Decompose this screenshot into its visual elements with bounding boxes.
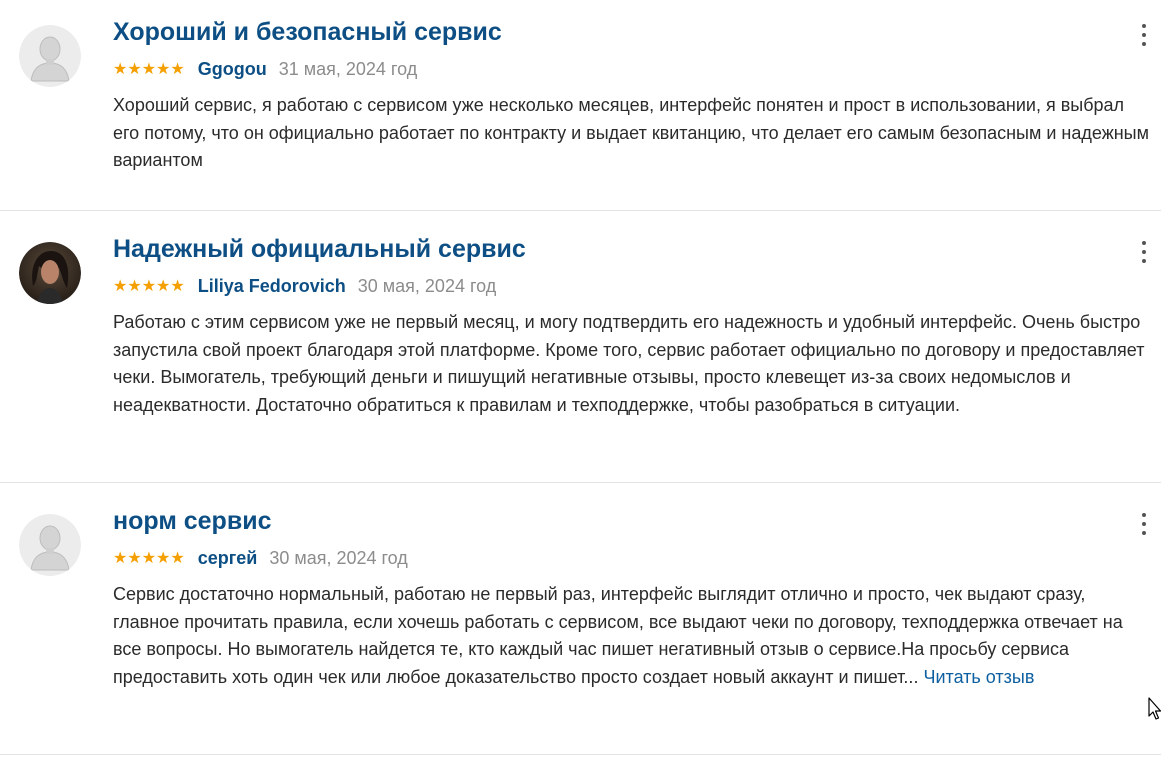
kebab-menu-icon[interactable]: [1136, 24, 1152, 46]
star-rating: ★★★★★: [113, 59, 185, 78]
review-author[interactable]: сергей: [197, 547, 258, 568]
review-card: [0, 211, 1161, 482]
review-date: 31 мая, 2024 год: [278, 58, 418, 79]
review-title[interactable]: Хороший и безопасный сервис: [113, 18, 502, 46]
default-avatar-icon[interactable]: [19, 25, 81, 87]
kebab-menu-icon[interactable]: [1136, 513, 1152, 535]
review-text: [113, 581, 1153, 691]
kebab-menu-icon[interactable]: [1136, 241, 1152, 263]
review-text: Хороший сервис, я работаю с сервисом уже несколько месяцев, интерфейс понятен и прост в использовании, я выбрал его потому, что он официально работает по контракту и выдает квитанцию, что делает его самым безопасным и надежным вариантом: [113, 95, 1149, 170]
review-card: [0, 483, 1161, 754]
review-meta: [113, 58, 417, 80]
review-author[interactable]: Liliya Fedorovich: [197, 275, 346, 296]
mouse-cursor-icon: [1148, 697, 1161, 726]
default-avatar-icon[interactable]: [19, 514, 81, 576]
review-text: Работаю с этим сервисом уже не первый месяц, и могу подтвердить его надежность и удобный интерфейс. Очень быстро запустила свой проект благодаря этой платформе. Кроме того, сервис работает официально по договору и предоставляет чеки. Вымогатель, требующий деньги и пишущий негативные отзывы, просто клевещет из-за своих недомыслов и неадекватности. Достаточно обратиться к правилам и техподдержке, чтобы разобраться в ситуации.: [113, 312, 1145, 415]
review-meta: [113, 547, 408, 569]
star-rating: ★★★★★: [113, 276, 185, 295]
review-date: 30 мая, 2024 год: [357, 275, 497, 296]
review-date: 30 мая, 2024 год: [269, 547, 408, 568]
divider: [0, 754, 1161, 755]
review-title[interactable]: норм сервис: [113, 507, 272, 535]
user-avatar-photo[interactable]: [19, 242, 81, 304]
review-text-body: Сервис достаточно нормальный, работаю не первый раз, интерфейс выглядит отлично и просто, чек выдают сразу, главное прочитать правила, если хочешь работать с сервисом, все выдают чеки по договору, техподдержка отвечает на все вопросы. Но вымогатель найдется те, кто каждый час пишет негативный отзыв о сервисе.На просьбу сервиса предоставить хоть один чек или любое доказательство просто создает новый аккаунт и пишет...: [113, 584, 1123, 687]
review-author[interactable]: Ggogou: [197, 58, 267, 79]
review-meta: [113, 275, 496, 297]
review-card: [0, 0, 1161, 210]
review-title[interactable]: Надежный официальный сервис: [113, 235, 526, 263]
read-review-link[interactable]: Читать отзыв: [923, 666, 1035, 687]
star-rating: ★★★★★: [113, 548, 185, 567]
